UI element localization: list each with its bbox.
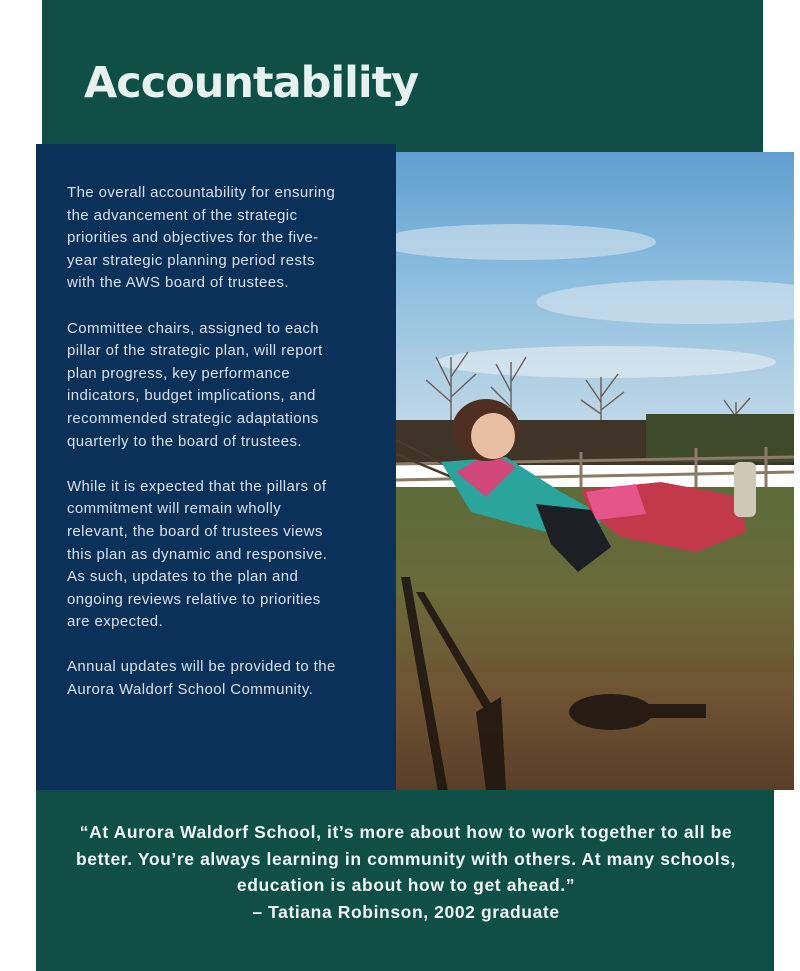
quote-text: “At Aurora Waldorf School, it’s more about how to work together to all be better. You’re always learning in community with others. At many schools, education is about how to get ahead.” bbox=[75, 822, 736, 896]
testimonial-quote bbox=[66, 819, 746, 925]
paragraph-pillars: While it is expected that the pillars of commitment will remain wholly relevant, the board of trustees views this plan as dynamic and responsive. As such, updates to the plan and ongoing reviews relative to priorities are expected. bbox=[67, 477, 328, 631]
photo-girl-on-swing bbox=[396, 152, 794, 790]
quote-attribution: – Tatiana Robinson, 2002 graduate bbox=[252, 901, 560, 922]
paragraph-committee-chairs: Committee chairs, assigned to each pillar of the strategic plan, will report plan progress, key performance indicators, budget implications, and recommended strategic adaptations quarterly to the board of trustees. bbox=[67, 319, 323, 450]
quote-band bbox=[36, 790, 774, 971]
paragraph-annual-updates: Annual updates will be provided to the Aurora Waldorf School Community. bbox=[67, 658, 336, 699]
paragraph-accountability: The overall accountability for ensuring the advancement of the strategic priorities and objectives for the five-year strategic planning period rests with the AWS board of trustees. bbox=[67, 184, 336, 292]
text-panel bbox=[36, 144, 396, 790]
page-title: Accountability bbox=[84, 58, 419, 108]
body-copy bbox=[67, 182, 342, 724]
swing-photo-illustration bbox=[396, 152, 794, 790]
